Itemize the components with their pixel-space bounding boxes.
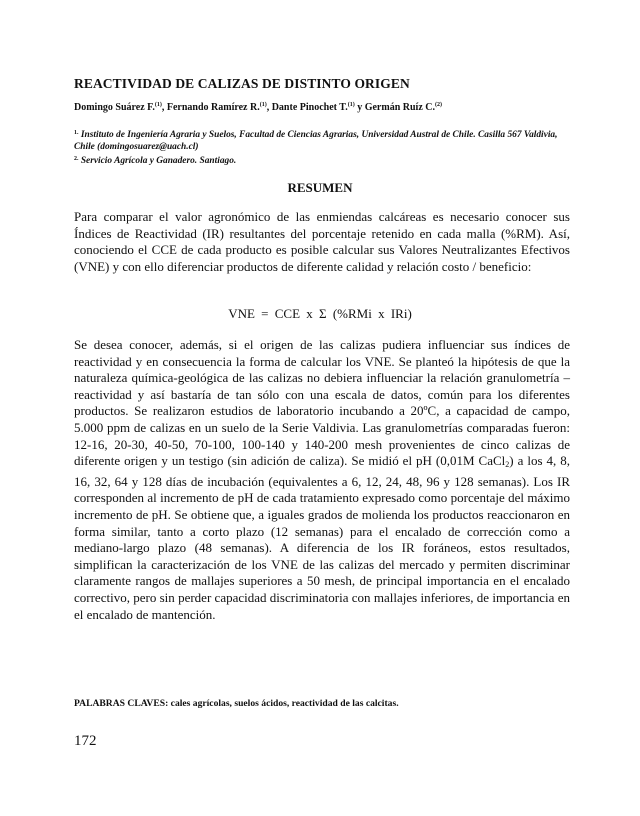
keywords-label: PALABRAS CLAVES:: [74, 698, 169, 709]
author-separator: y: [354, 102, 365, 113]
affiliation-marker: (2): [435, 102, 442, 108]
author-name: Fernando Ramírez R.: [166, 102, 260, 113]
author-name: Dante Pinochet T.: [271, 102, 348, 113]
keywords: [74, 698, 399, 709]
affiliation-marker: (1): [259, 102, 267, 108]
affiliation-marker: (1): [154, 102, 162, 108]
section-heading: RESUMEN: [287, 180, 353, 195]
subscript: 2: [505, 460, 510, 470]
affiliation-1: [74, 127, 570, 153]
affiliations: [74, 127, 570, 167]
abstract-paragraph-1: Para comparar el valor agronómico de las enmiendas calcáreas es necesario conocer sus Índices de Reactividad (IR) resultantes del porcentaje retenido en cada malla (%RM). Así, conociendo el CCE de cada producto es posible calcular sus Valores Neutralizantes Efectivos (VNE) y con ello diferenciar productos de diferente calidad y relación costo / beneficio:: [74, 209, 570, 274]
page-number: 172: [74, 733, 97, 749]
author-separator: ,: [161, 102, 167, 113]
author-name: Germán Ruíz C.: [364, 102, 435, 113]
paper-title: REACTIVIDAD DE CALIZAS DE DISTINTO ORIGEN: [74, 76, 410, 91]
affiliation-marker: (1): [347, 102, 355, 108]
affiliation-2: [74, 153, 570, 167]
author-separator: ,: [266, 102, 272, 113]
affiliation-text: Servicio Agrícola y Ganadero. Santiago.: [78, 156, 237, 166]
paragraph-text: Se desea conocer, además, si el origen de las calizas pudiera influenciar sus índices de reactividad y en consecuencia la forma de calcular los VNE. Se planteó la hipótesis de que la naturaleza química-geológica de las calizas no debiera influenciar la relación granulometría – reactividad y así bastaría de tan sólo con una escala de datos, común para los diferentes productos. Se realizaron estudios de laboratorio incubando a 20ºC, a capacidad de campo, 5.000 ppm de calizas en un suelo de la Serie Valdivia. Las granulometrías comparadas fueron: 12-16, 20-30, 40-50, 70-100, 100-140 y 140-200 mesh provenientes de cinco calizas de diferente origen y un testigo (sin adición de caliza). Se midió el pH (0,01M CaCl: [74, 337, 570, 469]
author-list: [74, 102, 442, 113]
affiliation-number: 1.: [74, 130, 79, 136]
vne-formula: VNE = CCE x Σ (%RMi x IRi): [228, 306, 412, 321]
abstract-paragraph-2: [74, 337, 570, 623]
author-name: Domingo Suárez F.: [74, 102, 155, 113]
keywords-text: cales agrícolas, suelos ácidos, reactividad de las calcitas.: [168, 698, 399, 709]
affiliation-number: 2.: [74, 156, 79, 162]
affiliation-text: Instituto de Ingeniería Agraria y Suelos, Facultad de Ciencias Agrarias, Universidad Austral de Chile. Casilla 567 Valdivia, Chile (domingosuarez@uach.cl): [74, 130, 558, 152]
paragraph-text: ) a los 4, 8, 16, 32, 64 y 128 días de incubación (equivalentes a 6, 12, 24, 48, 96 y 128 semanas). Los IR corresponden al incremento de pH de cada tratamiento expresado como porcentaje del máximo incremento de pH. Se obtiene que, a iguales grados de molienda los productos reaccionaron en forma similar, tanto a corto plazo (12 semanas) para el encalado de corrección como a mediano-largo plazo (48 semanas). A diferencia de los IR foráneos, estos resultados, simplifican la caracterización de los VNE de las calizas del mercado y permiten discriminar claramente rangos de mallajes superiores a 50 mesh, de principal importancia en el encalado correctivo, pero sin perder capacidad discriminatoria con mallajes inferiores, de importancia en el encalado de mantención.: [74, 453, 570, 622]
